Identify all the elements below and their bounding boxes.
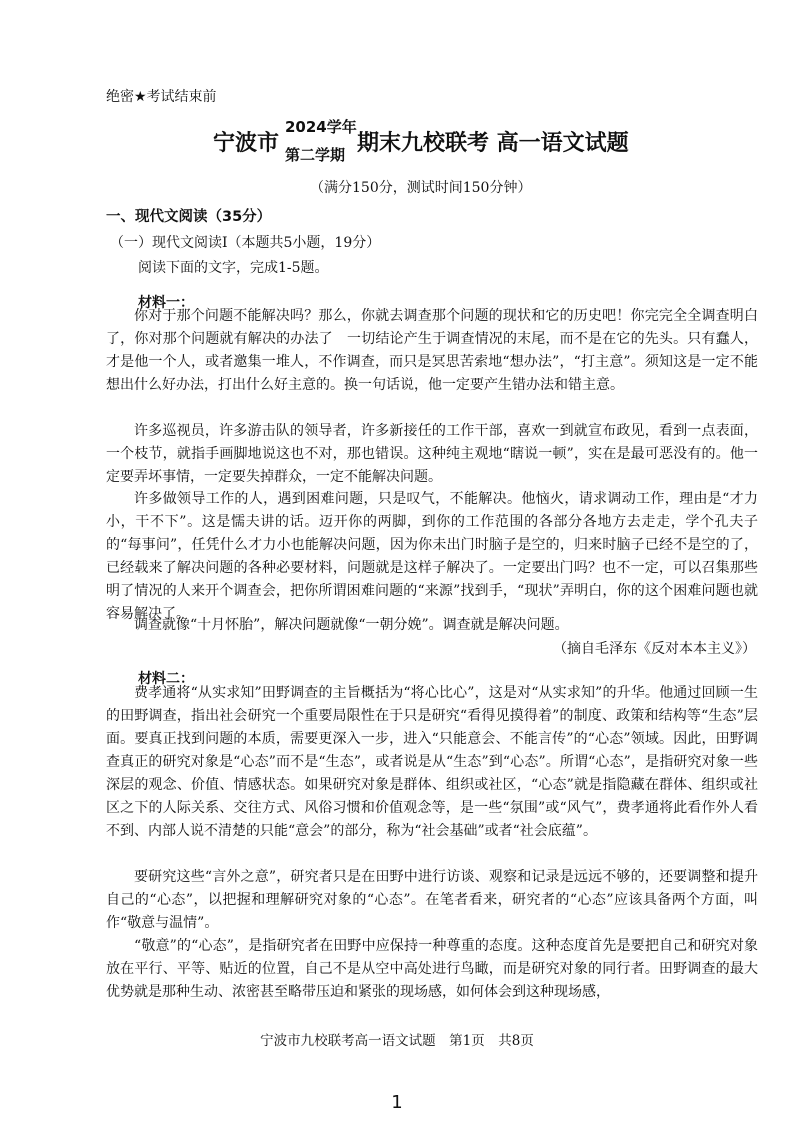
material-1-paragraph: 你对于那个问题不能解决吗？那么，你就去调查那个问题的现状和它的历史吧！你完完全全调查明白了，你对那个问题就有解决的办法了 一切结论产生于调查情况的末尾，而不是在它的先头。只有蠢人，才是他一个人，或者邀集一堆人，不作调查，而只是冥思苦索地“想办法”，“打主意”。须知这是一定不能想出什么好办法，打出什么好主意的。换一句话说，他一定要产生错办法和错主意。 xyxy=(106,308,758,393)
page-number: 1 xyxy=(391,1092,403,1113)
title-year: 2024学年 xyxy=(285,118,357,136)
title-semester: 第二学期 xyxy=(285,146,346,164)
reading-instruction: 阅读下面的文字，完成1-5题。 xyxy=(138,260,329,276)
material-2-paragraph: 要研究这些“言外之意”，研究者只是在田野中进行访谈、观察和记录是远远不够的，还要调整和提升自己的“心态”，以把握和理解研究对象的“心态”。在笔者看来，研究者的“心态”应该具备两个方面，叫作“敬意与温情”。 xyxy=(106,869,758,931)
material-2-heading: 材料二： xyxy=(138,671,194,687)
subsection-heading: （一）现代文阅读Ⅰ（本题共5小题，19分） xyxy=(110,235,381,251)
title-main: 期末九校联考 高一语文试题 xyxy=(357,131,629,156)
title-city: 宁波市 xyxy=(213,131,280,156)
material-1-heading: 材料一： xyxy=(138,295,194,311)
page-footer: 宁波市九校联考高一语文试题 第1页 共8页 xyxy=(260,1033,534,1049)
material-2-paragraph: 费孝通将“从实求知”田野调查的主旨概括为“将心比心”，这是对“从实求知”的升华。他通过回顾一生的田野调查，指出社会研究一个重要局限性在于只是研究“看得见摸得着”的制度、政策和结构等“生态”层面。要真正找到问题的本质，需要更深入一步，进入“只能意会、不能言传”的“心态”领域。因此，田野调查真正的研究对象是“心态”而不是“生态”，或者说是从“生态”到“心态”。所谓“心态”，是指研究对象一些深层的观念、价值、情感状态。如果研究对象是群体、组织或社区，“心态”就是指隐藏在群体、组织或社区之下的人际关系、交往方式、风俗习惯和价值观念等，是一些“氛围”或“风气”，费孝通将此看作外人看不到、内部人说不清楚的只能“意会”的部分，称为“社会基础”或者“社会底蕴”。 xyxy=(106,685,758,839)
material-2-paragraph: “敬意”的“心态”，是指研究者在田野中应保持一种尊重的态度。这种态度首先是要把自己和研究对象放在平行、平等、贴近的位置，自己不是从空中高处进行鸟瞰，而是研究对象的同行者。田野调查的最大优势就是那种生动、浓密甚至略带压迫和紧张的现场感，如何体会到这种现场感， xyxy=(106,938,758,1000)
material-1-source: （摘自毛泽东《反对本本主义》） xyxy=(553,641,756,657)
exam-subtitle: （满分150分，测试时间150分钟） xyxy=(310,180,532,196)
confidential-label: 绝密★考试结束前 xyxy=(106,89,217,105)
material-1-paragraph: 许多巡视员，许多游击队的领导者，许多新接任的工作干部，喜欢一到就宣布政见，看到一点表面，一个枝节，就指手画脚地说这也不对，那也错误。这种纯主观地“瞎说一顿”，实在是最可恶没有的。他一定要弄坏事情，一定要失掉群众，一定不能解决问题。 xyxy=(106,423,758,485)
section-heading: 一、现代文阅读（35分） xyxy=(106,209,272,225)
material-1-paragraph: 调查就像“十月怀胎”，解决问题就像“一朝分娩”。调查就是解决问题。 xyxy=(134,617,569,633)
material-1-paragraph: 许多做领导工作的人，遇到困难问题，只是叹气，不能解决。他恼火，请求调动工作，理由是“才力小，干不下”。这是懦夫讲的话。迈开你的两脚，到你的工作范围的各部分各地方去走走，学个孔夫子的“每事问”，任凭什么才力小也能解决问题，因为你未出门时脑子是空的，归来时脑子已经不是空的了，已经载来了解决问题的各种必要材料，问题就是这样子解决了。一定要出门吗？也不一定，可以召集那些明了情况的人来开个调查会，把你所谓困难问题的“来源”找到手，“现状”弄明白，你的这个困难问题也就容易解决了。 xyxy=(106,491,758,622)
